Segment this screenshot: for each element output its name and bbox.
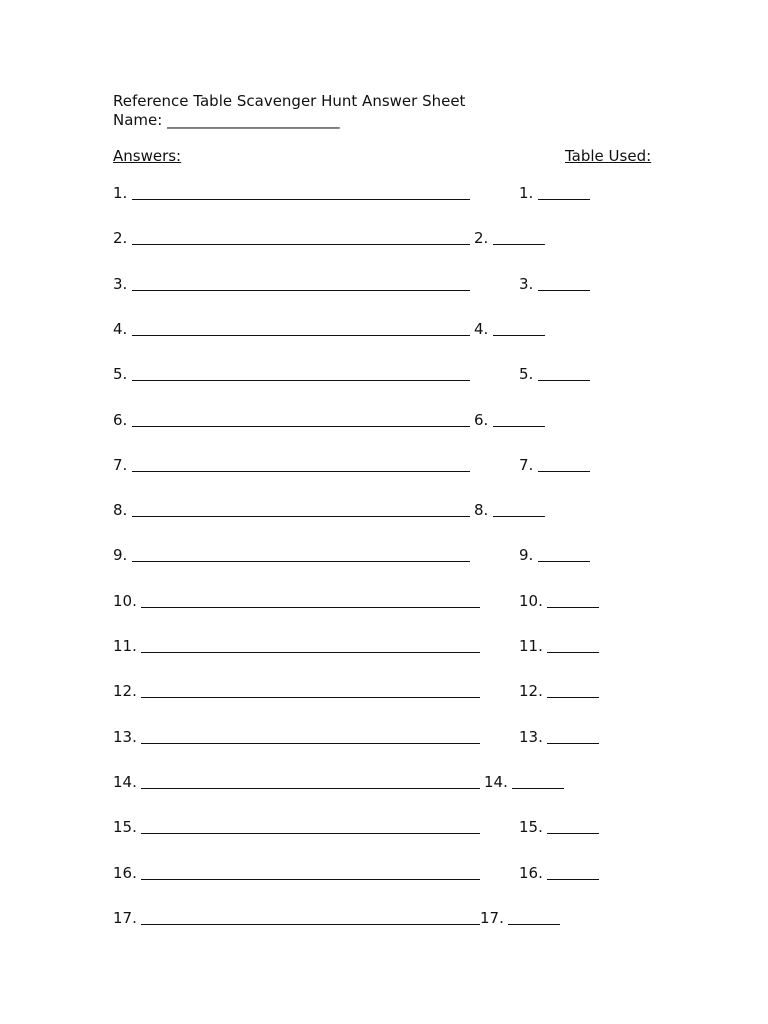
- table-number: 4.: [474, 320, 489, 338]
- answer-number: 11.: [113, 637, 137, 655]
- answer-number: 9.: [113, 546, 128, 564]
- table-blank[interactable]: [493, 229, 545, 245]
- answer-row: [0, 275, 768, 295]
- answer-blank[interactable]: [141, 909, 480, 925]
- answer-row: [0, 411, 768, 431]
- table-blank[interactable]: [547, 864, 599, 880]
- answer-blank[interactable]: [132, 184, 470, 200]
- answer-number: 16.: [113, 864, 137, 882]
- table-number: 12.: [519, 682, 543, 700]
- table-number: 10.: [519, 592, 543, 610]
- answer-blank[interactable]: [132, 320, 470, 336]
- table-blank[interactable]: [493, 501, 545, 517]
- answers-column-heading: Answers:: [113, 147, 182, 165]
- answer-blank[interactable]: [132, 501, 470, 517]
- table-blank[interactable]: [538, 546, 590, 562]
- table-blank[interactable]: [512, 773, 564, 789]
- table-blank[interactable]: [547, 818, 599, 834]
- answer-row: [0, 909, 768, 929]
- table-number: 6.: [474, 411, 489, 429]
- table-number: 5.: [519, 365, 534, 383]
- answer-number: 10.: [113, 592, 137, 610]
- answer-blank[interactable]: [132, 229, 470, 245]
- answer-number: 17.: [113, 909, 137, 927]
- table-number: 11.: [519, 637, 543, 655]
- answer-row: [0, 365, 768, 385]
- answer-row: [0, 864, 768, 884]
- answer-row: [0, 592, 768, 612]
- table-blank[interactable]: [538, 184, 590, 200]
- name-field[interactable]: Name: _______________________: [113, 111, 340, 129]
- table-blank[interactable]: [493, 411, 545, 427]
- answer-blank[interactable]: [141, 682, 480, 698]
- answer-number: 6.: [113, 411, 128, 429]
- table-number: 8.: [474, 501, 489, 519]
- answer-row: [0, 773, 768, 793]
- answer-row: [0, 728, 768, 748]
- table-blank[interactable]: [547, 682, 599, 698]
- answer-blank[interactable]: [132, 411, 470, 427]
- table-used-column-heading: Table Used:: [565, 147, 652, 165]
- table-number: 9.: [519, 546, 534, 564]
- answer-blank[interactable]: [132, 365, 470, 381]
- table-number: 14.: [484, 773, 508, 791]
- table-number: 13.: [519, 728, 543, 746]
- answer-number: 1.: [113, 184, 128, 202]
- answer-blank[interactable]: [132, 546, 470, 562]
- table-blank[interactable]: [547, 592, 599, 608]
- answer-number: 15.: [113, 818, 137, 836]
- answer-blank[interactable]: [141, 864, 480, 880]
- table-blank[interactable]: [547, 728, 599, 744]
- answer-number: 12.: [113, 682, 137, 700]
- answer-row: [0, 546, 768, 566]
- table-blank[interactable]: [538, 365, 590, 381]
- answer-row: [0, 501, 768, 521]
- table-number: 3.: [519, 275, 534, 293]
- answer-number: 4.: [113, 320, 128, 338]
- answer-row: [0, 229, 768, 249]
- table-number: 17.: [480, 909, 504, 927]
- table-number: 2.: [474, 229, 489, 247]
- answer-blank[interactable]: [141, 773, 480, 789]
- answer-number: 14.: [113, 773, 137, 791]
- answer-number: 13.: [113, 728, 137, 746]
- answer-blank[interactable]: [132, 456, 470, 472]
- table-number: 15.: [519, 818, 543, 836]
- answer-number: 3.: [113, 275, 128, 293]
- answer-number: 8.: [113, 501, 128, 519]
- answer-blank[interactable]: [132, 275, 470, 291]
- table-blank[interactable]: [538, 275, 590, 291]
- answer-blank[interactable]: [141, 637, 480, 653]
- answer-number: 5.: [113, 365, 128, 383]
- answer-row: [0, 456, 768, 476]
- answer-row: [0, 818, 768, 838]
- table-number: 1.: [519, 184, 534, 202]
- page-title: Reference Table Scavenger Hunt Answer Sheet: [113, 92, 466, 110]
- answer-number: 2.: [113, 229, 128, 247]
- answer-blank[interactable]: [141, 818, 480, 834]
- answer-row: [0, 682, 768, 702]
- table-number: 16.: [519, 864, 543, 882]
- answer-row: [0, 637, 768, 657]
- table-blank[interactable]: [508, 909, 560, 925]
- table-blank[interactable]: [547, 637, 599, 653]
- answer-blank[interactable]: [141, 592, 480, 608]
- table-blank[interactable]: [493, 320, 545, 336]
- table-blank[interactable]: [538, 456, 590, 472]
- answer-blank[interactable]: [141, 728, 480, 744]
- answer-row: [0, 320, 768, 340]
- answer-number: 7.: [113, 456, 128, 474]
- table-number: 7.: [519, 456, 534, 474]
- answer-row: [0, 184, 768, 204]
